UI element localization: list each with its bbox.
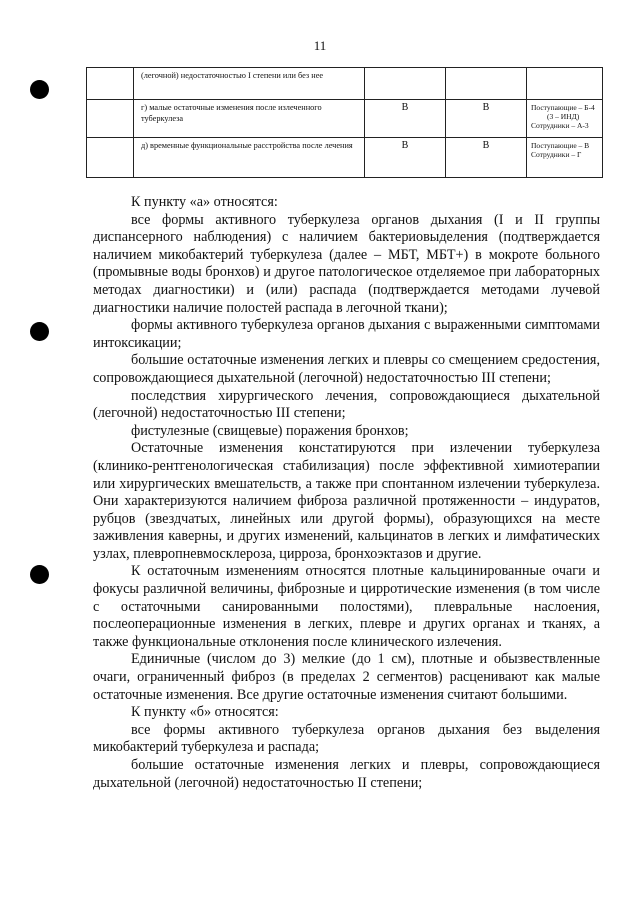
punch-hole	[30, 80, 49, 99]
note-line: (3 – ИНД)	[547, 112, 580, 121]
table-cell-note	[527, 138, 603, 178]
paragraph: фистулезные (свищевые) поражения бронхов;	[131, 422, 409, 439]
punch-hole	[30, 565, 49, 584]
table-cell-category	[446, 68, 527, 100]
table-cell-category: В	[446, 138, 527, 178]
page-number: 11	[313, 38, 327, 53]
table-cell-category: В	[365, 100, 446, 138]
note-line: Сотрудники – А-3	[531, 121, 589, 130]
punch-hole	[30, 322, 49, 341]
note-line: Поступающие – В	[531, 141, 590, 150]
paragraph: все формы активного туберкулеза органов дыхания без выделения микобактерий туберкулеза и распада;	[93, 721, 600, 756]
paragraph: Остаточные изменения констатируются при излечении туберкулеза (клинико-рентгенологическая стабилизация) после эффективной химиотерапии или хирургических вмешательств, а также при спонтанном излечении туберкулеза. Они характеризуются наличием фиброза различной протяженности – индуратов, рубцов (звездчатых, линейных или другой формы), образующихся на месте заживления каверны, и других изменений, кальцинатов в легких и лимфатических узлах, плевропневмосклероза, цирроза, бронхоэктазов и другие.	[93, 440, 600, 562]
table-cell-category: В	[365, 138, 446, 178]
table-cell-condition: д) временные функциональные расстройства после лечения	[134, 138, 365, 178]
table-cell-category: В	[446, 100, 527, 138]
table-cell-note	[527, 100, 603, 138]
paragraph: большие остаточные изменения легких и плевры со смещением средостения, сопровождающиеся дыхательной (легочной) недостаточностью III степени;	[93, 352, 600, 386]
table-row	[87, 100, 603, 138]
table-row	[87, 68, 603, 100]
body-text	[93, 194, 600, 792]
note-line: Поступающие – Б-4	[531, 103, 595, 112]
note-line: Сотрудники – Г	[531, 150, 582, 159]
table-cell-note	[527, 68, 603, 100]
paragraph: К пункту «б» относятся:	[131, 704, 279, 721]
paragraph: последствия хирургического лечения, сопровождающиеся дыхательной (легочной) недостаточностью III степени;	[93, 387, 600, 422]
requirements-table	[86, 67, 603, 178]
paragraph: большие остаточные изменения легких и плевры, сопровождающиеся дыхательной (легочной) недостаточностью II степени;	[93, 757, 600, 791]
paragraph: К пункту «а» относятся:	[131, 194, 278, 210]
table-cell-condition: (легочной) недостаточностью I степени или без нее	[134, 68, 365, 100]
table-row	[87, 138, 603, 178]
paragraph: Единичные (числом до 3) мелкие (до 1 см), плотные и обызвествленные очаги, ограниченный фиброз (в пределах 2 сегментов) расценивают как малые остаточные изменения. Все другие остаточные изменения считают большими.	[93, 651, 600, 703]
paragraph: все формы активного туберкулеза органов дыхания (I и II группы диспансерного наблюдения) с наличием бактериовыделения (подтверждается наличием микобактерий туберкулеза (далее – МБТ, МБТ+) в мокроте больного (промывные воды бронхов) и другое патологическое отделяемое при лабораторных методах диагностики) и (или) распада (подтверждается методами лучевой диагностики наличие полостей распада в легочной ткани);	[93, 211, 600, 316]
paragraph: формы активного туберкулеза органов дыхания с выраженными симптомами интоксикации;	[93, 317, 600, 351]
paragraph: К остаточным изменениям относятся плотные кальцинированные очаги и фокусы различной величины, фиброзные и цирротические изменения (в том числе с остаточными санированными полостями), плевральные наслоения, послеоперационные изменения в легких, плевре и других органах и тканях, а также функциональные отклонения после клинического излечения.	[93, 563, 600, 650]
table-cell-condition: г) малые остаточные изменения после излеченного туберкулеза	[134, 100, 365, 138]
table-cell	[87, 100, 134, 138]
table-cell	[87, 68, 134, 100]
table-cell-category	[365, 68, 446, 100]
table-cell	[87, 138, 134, 178]
